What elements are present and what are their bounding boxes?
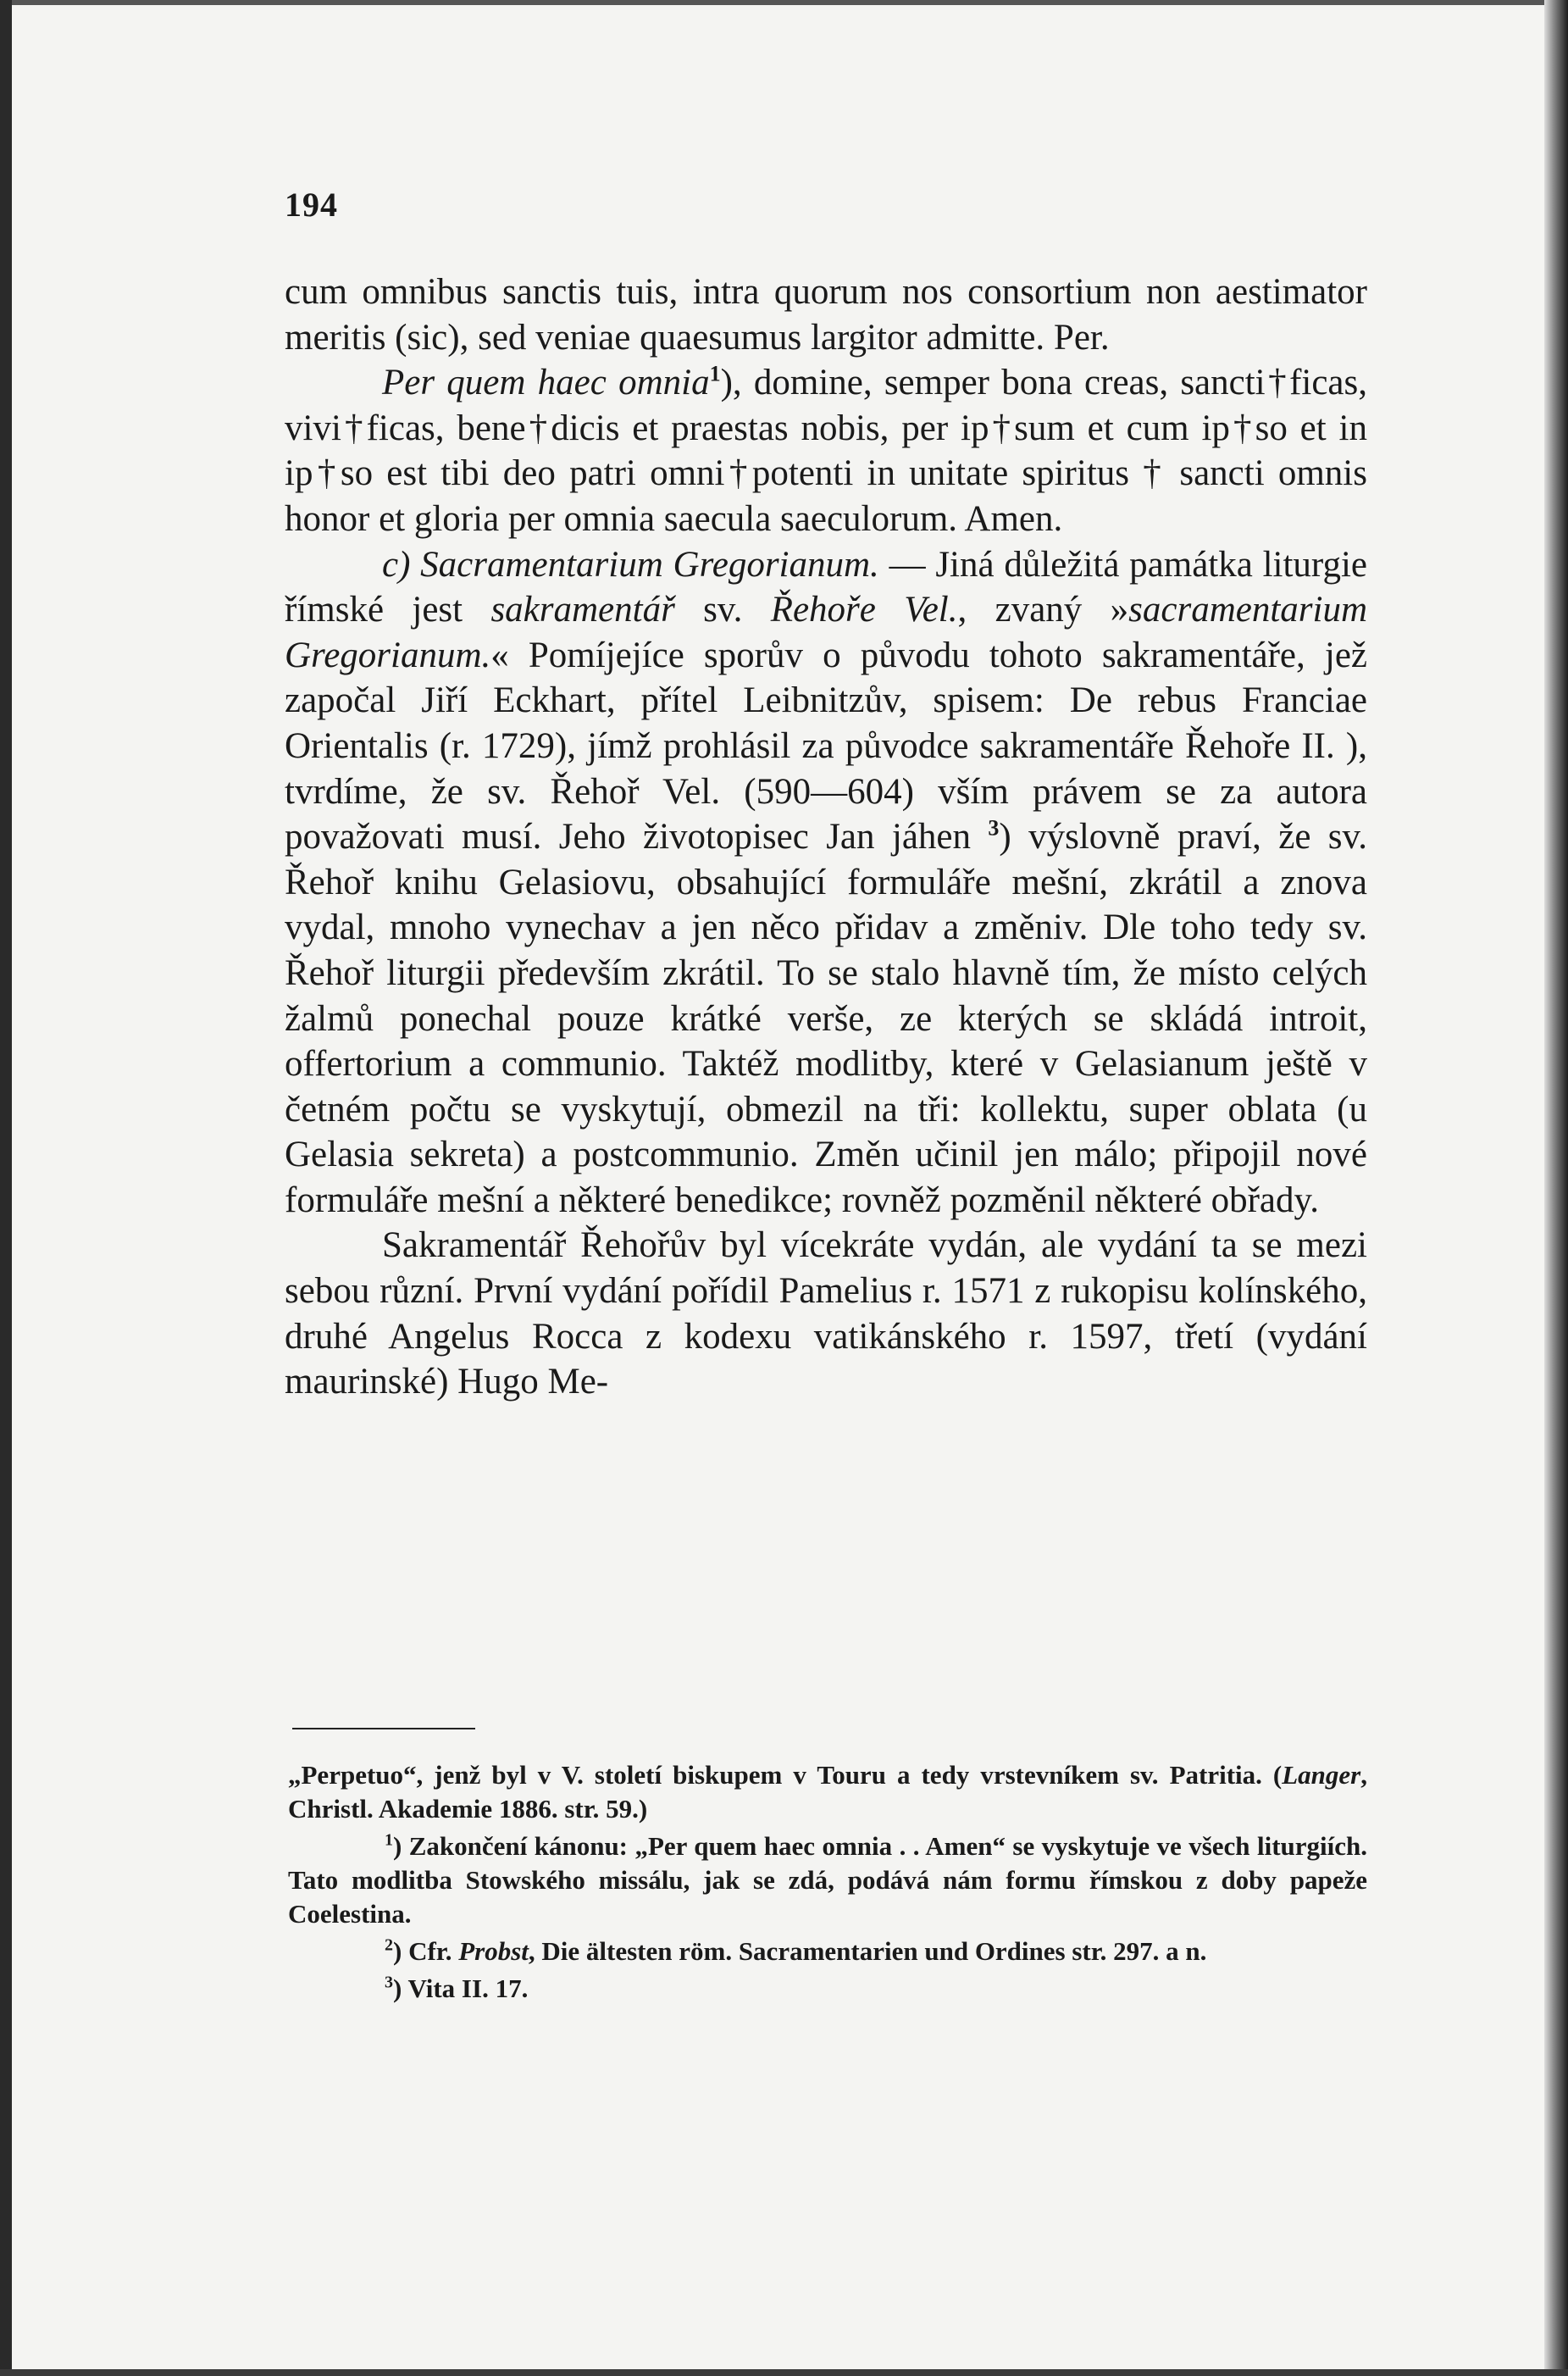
- footnotes: [288, 1758, 1367, 2006]
- main-text: [285, 269, 1367, 1405]
- footnote-ref-1: 1: [709, 361, 721, 386]
- footnote-text: , Christl. Akademie 1886. str. 59.): [288, 1760, 1367, 1824]
- footnote-2: [288, 1935, 1367, 1968]
- paragraph-3-text: sv.: [674, 590, 771, 630]
- term-sacramentarium: sacramentarium Gregorianum.: [285, 590, 1368, 675]
- paragraph-3: [285, 542, 1367, 1224]
- scan-edge-right: [1544, 0, 1568, 2376]
- footnote-author: Langer: [1282, 1760, 1361, 1790]
- name-rehore-vel: Řehoře Vel.: [770, 590, 958, 630]
- term-sakramentar: sakramentář: [490, 590, 675, 630]
- footnote-continued: [288, 1758, 1367, 1826]
- footnote-text: , Die ältesten röm. Sacramentarien und Ordines str. 297. a n.: [528, 1936, 1207, 1966]
- footnote-3: [288, 1972, 1367, 2006]
- paragraph-3-text: — Jiná důležitá památka liturgie římské jest: [285, 544, 1367, 630]
- scan-edge-left: [0, 0, 12, 2376]
- paragraph-3-text: ), tvrdíme, že sv. Řehoř Vel. (590—604) vším právem se za autora považovati musí. Jeho životopisec Jan jáhen: [285, 725, 1367, 858]
- footnote-number: 1: [385, 1830, 393, 1850]
- footnote-author: Probst: [458, 1936, 529, 1966]
- footnote-text: „Perpetuo“, jenž byl v V. století biskupem v Touru a tedy vrstevníkem sv. Patritia. (: [288, 1760, 1283, 1790]
- paragraph-3-text: « Pomíjejíce sporův o původu tohoto sakramentáře, jež započal Jiří Eckhart, přítel Leibnitzův, spisem: De rebus Franciae Orientalis (r. 1729), jímž prohlásil za původce sakramentáře Řehoře II.: [285, 635, 1367, 766]
- paragraph-3-text: , zvaný »: [957, 590, 1129, 630]
- footnote-text: ) Vita II. 17.: [393, 1974, 529, 2003]
- paragraph-3-text: ) výslovně praví, že sv. Řehoř knihu Gelasiovu, obsahující formuláře mešní, zkrátil a znova vydal, mnoho vynechav a jen něco přidav a změniv. Dle toho tedy sv. Řehoř liturgii především zkrátil. To se stalo hlavně tím, že místo celých žalmů ponechal pouze krátké verše, ze kterých se skládá introit, offertorium a communio. Taktéž modlitby, které v Gelasianum ještě v četném počtu se vyskytují, obmezil na tři: kollektu, super oblata (u Gelasia sekreta) a postcommunio. Změn učinil jen málo; připojil nové formuláře mešní a některé benedikce; rovněž pozměnil některé obřady.: [285, 817, 1367, 1220]
- page-number: 194: [285, 186, 338, 224]
- paragraph-1: cum omnibus sanctis tuis, intra quorum nos consortium non aestimator meritis (sic), sed veniae quaesumus largitor admitte. Per.: [285, 272, 1367, 358]
- paragraph-2-text: ), domine, semper bona creas, sancti†ficas, vivi†ficas, bene†dicis et praestas nobis, per ip†sum et cum ip†so et in ip†so est tibi deo patri omni†potenti in unitate spiritus † sancti omnis honor et gloria per omnia saecula saeculorum. Amen.: [285, 363, 1367, 539]
- footnote-ref-3: 3: [988, 815, 1000, 841]
- canon-incipit: Per quem haec omnia: [382, 363, 710, 403]
- footnote-text: ) Cfr.: [393, 1936, 459, 1966]
- footnote-number: 2: [385, 1935, 393, 1955]
- footnote-number: 3: [385, 1973, 393, 1992]
- footnote-1: [288, 1829, 1367, 1931]
- paragraph-4: Sakramentář Řehořův byl vícekráte vydán, ale vydání ta se mezi sebou různí. První vydání pořídil Pamelius r. 1571 z rukopisu kolínského, druhé Angelus Rocca z kodexu vatikánského r. 1597, třetí (vydání maurinské) Hugo Me-: [285, 1225, 1367, 1402]
- footnote-text: ) Zakončení kánonu: „Per quem haec omnia . . Amen“ se vyskytuje ve všech liturgiích. Tato modlitba Stowského missálu, jak se zdá, podává nám formu římskou z doby papeže Coelestina.: [288, 1831, 1367, 1929]
- paragraph-2: [285, 360, 1367, 541]
- footnote-divider: [292, 1728, 475, 1729]
- section-heading: c) Sacramentarium Gregorianum.: [382, 544, 879, 585]
- scan-edge-bottom: [0, 2369, 1568, 2376]
- scan-edge-top: [0, 0, 1568, 5]
